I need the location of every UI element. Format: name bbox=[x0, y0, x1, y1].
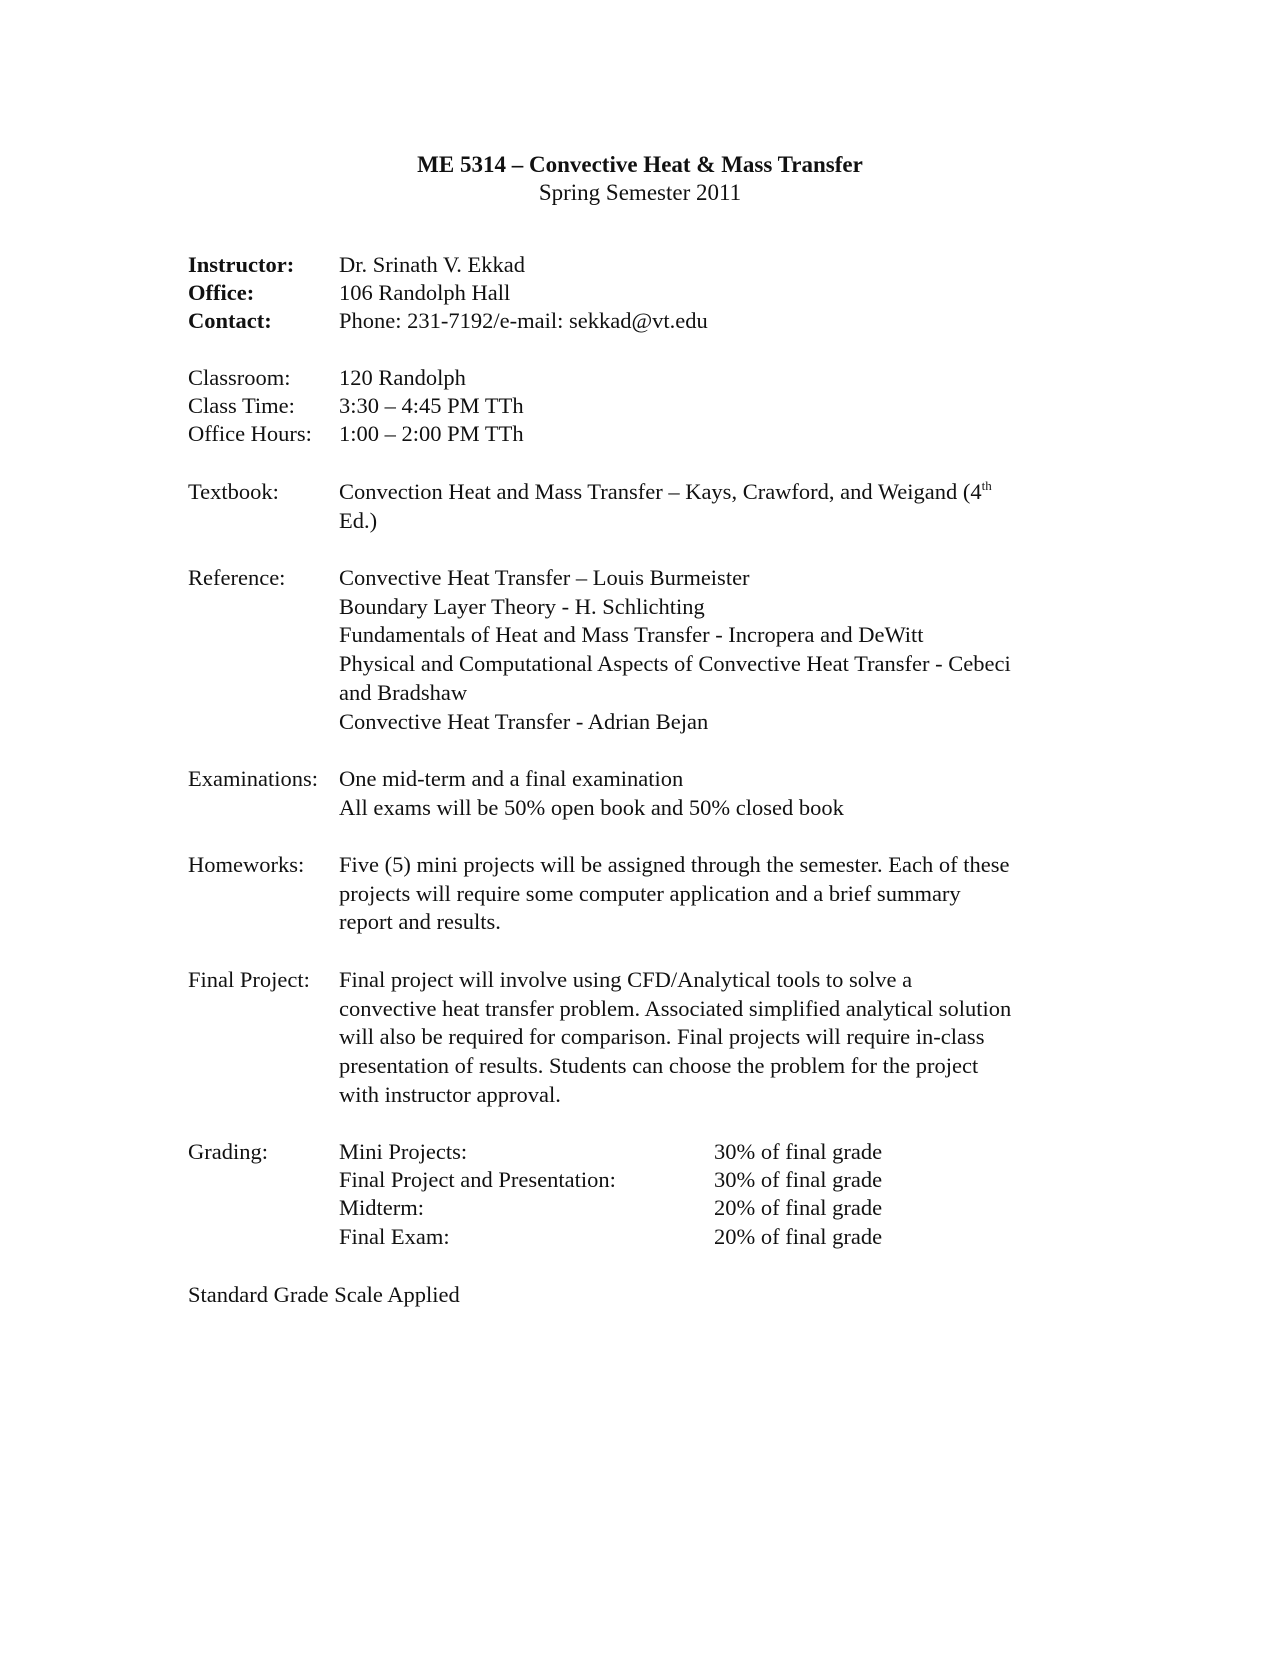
course-title: ME 5314 – Convective Heat & Mass Transfer bbox=[417, 152, 863, 177]
office-value: 106 Randolph Hall bbox=[339, 280, 511, 305]
reference-item: and Bradshaw bbox=[339, 679, 468, 705]
reference-item: Fundamentals of Heat and Mass Transfer - Incropera and DeWitt bbox=[339, 622, 924, 648]
grading-item-name: Final Exam: bbox=[339, 1224, 450, 1249]
instructor-value: Dr. Srinath V. Ekkad bbox=[339, 252, 526, 277]
classroom-label: Classroom: bbox=[188, 365, 291, 390]
grading-item-weight: 20% of final grade bbox=[714, 1195, 883, 1220]
grading-item-name: Mini Projects: bbox=[339, 1139, 468, 1164]
grading-item-weight: 30% of final grade bbox=[714, 1167, 883, 1192]
grading-label: Grading: bbox=[188, 1139, 268, 1164]
grade-scale-note: Standard Grade Scale Applied bbox=[188, 1282, 460, 1307]
office-hours-value: 1:00 – 2:00 PM TTh bbox=[339, 421, 524, 446]
textbook-edition-sup: th bbox=[981, 478, 992, 493]
homeworks-line: Five (5) mini projects will be assigned through the semester. Each of these bbox=[339, 852, 1010, 877]
examinations-line: One mid-term and a final examination bbox=[339, 766, 684, 791]
classroom-value: 120 Randolph bbox=[339, 365, 466, 390]
final-project-line: with instructor approval. bbox=[339, 1081, 561, 1107]
final-project-line: Final project will involve using CFD/Analytical tools to solve a bbox=[339, 967, 913, 992]
textbook-text: Convection Heat and Mass Transfer – Kays, Crawford, and Weigand (4 bbox=[339, 479, 982, 504]
instructor-label: Instructor: bbox=[188, 252, 295, 277]
homeworks-text bbox=[339, 851, 1099, 937]
examinations-label: Examinations: bbox=[188, 766, 318, 791]
homeworks-label: Homeworks: bbox=[188, 852, 305, 877]
grading-item-weight: 20% of final grade bbox=[714, 1224, 883, 1249]
office-label: Office: bbox=[188, 280, 255, 305]
textbook-text-end: Ed.) bbox=[339, 507, 378, 533]
final-project-line: will also be required for comparison. Final projects will require in-class bbox=[339, 1024, 985, 1050]
semester-subtitle: Spring Semester 2011 bbox=[538, 180, 742, 205]
examinations-line: All exams will be 50% open book and 50% closed book bbox=[339, 794, 844, 820]
reference-label: Reference: bbox=[188, 565, 286, 590]
grading-item-weight: 30% of final grade bbox=[714, 1139, 883, 1164]
grading-item-name: Midterm: bbox=[339, 1195, 424, 1220]
examinations-text bbox=[339, 765, 1099, 822]
office-hours-label: Office Hours: bbox=[188, 421, 312, 446]
textbook-value bbox=[339, 478, 1099, 535]
textbook-label: Textbook: bbox=[188, 479, 279, 504]
homeworks-line: report and results. bbox=[339, 909, 501, 935]
grading-item-name: Final Project and Presentation: bbox=[339, 1167, 616, 1192]
reference-item: Convective Heat Transfer - Adrian Bejan bbox=[339, 708, 709, 734]
reference-item: Physical and Computational Aspects of Convective Heat Transfer - Cebeci bbox=[339, 651, 1011, 677]
final-project-line: presentation of results. Students can choose the problem for the project bbox=[339, 1053, 979, 1079]
final-project-label: Final Project: bbox=[188, 967, 310, 992]
homeworks-line: projects will require some computer application and a brief summary bbox=[339, 880, 961, 906]
final-project-text bbox=[339, 966, 1099, 1110]
class-time-value: 3:30 – 4:45 PM TTh bbox=[339, 393, 524, 418]
contact-value: Phone: 231-7192/e-mail: sekkad@vt.edu bbox=[339, 308, 708, 333]
contact-label: Contact: bbox=[188, 308, 272, 333]
reference-list bbox=[339, 564, 1099, 736]
reference-item: Boundary Layer Theory - H. Schlichting bbox=[339, 593, 705, 619]
reference-item: Convective Heat Transfer – Louis Burmeister bbox=[339, 565, 750, 590]
class-time-label: Class Time: bbox=[188, 393, 295, 418]
final-project-line: convective heat transfer problem. Associated simplified analytical solution bbox=[339, 995, 1012, 1021]
